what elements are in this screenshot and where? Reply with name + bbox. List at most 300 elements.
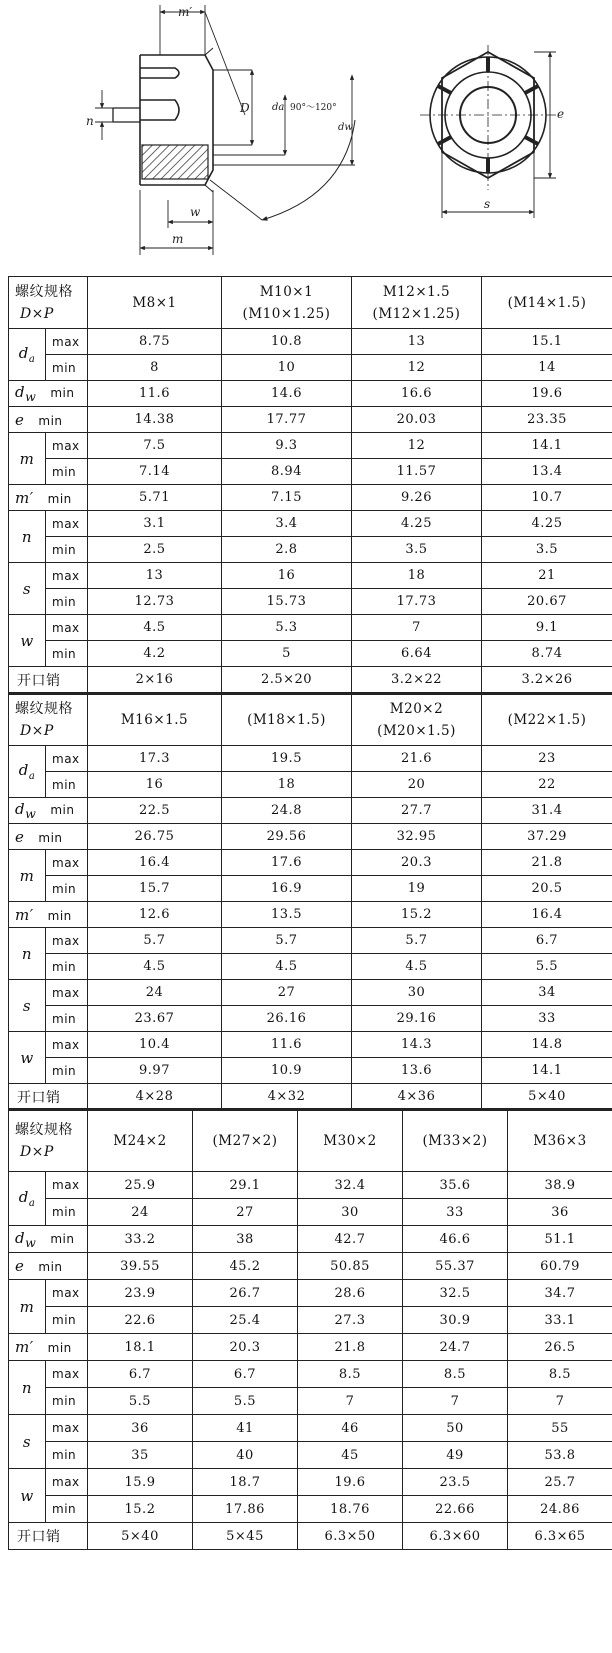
table-cell: 7 — [508, 1388, 612, 1415]
label-angle: 90°～120° — [290, 103, 337, 113]
table-cell: 34 — [482, 980, 612, 1006]
row-label-s: s — [9, 563, 46, 615]
table-cell: 45.2 — [193, 1253, 298, 1280]
table-cell: 5×40 — [88, 1523, 193, 1550]
row-label-w: w — [9, 615, 46, 667]
row-label-e: e min — [9, 1253, 88, 1280]
table-cell: 50.85 — [298, 1253, 403, 1280]
spec-header-cell — [9, 277, 88, 329]
table-cell: 15.2 — [88, 1496, 193, 1523]
table-cell: 25.7 — [508, 1469, 612, 1496]
table-cell: 14.38 — [88, 407, 222, 433]
table-cell: 27 — [222, 980, 352, 1006]
size-cell: M16×1.5 — [88, 694, 222, 746]
table-row — [9, 1226, 612, 1253]
table-cell: 8.5 — [298, 1361, 403, 1388]
table-cell: 40 — [193, 1442, 298, 1469]
size-cell: M36×3 — [508, 1110, 612, 1172]
table-cell: 21.8 — [482, 850, 612, 876]
table-cell: 5.3 — [222, 615, 352, 641]
table-cell: 7.14 — [88, 459, 222, 485]
table-cell: 16.6 — [352, 381, 482, 407]
table-cell: 32.95 — [352, 824, 482, 850]
table-cell: 18.1 — [88, 1334, 193, 1361]
tolerance-label: max — [46, 1172, 88, 1199]
table-cell: 18.7 — [193, 1469, 298, 1496]
table-cell: 22.5 — [88, 798, 222, 824]
table-cell: 15.73 — [222, 589, 352, 615]
table-cell: 29.1 — [193, 1172, 298, 1199]
table-row — [9, 1253, 612, 1280]
spec-header-cell: 螺纹规格 D×P — [9, 694, 88, 746]
table-cell: 55 — [508, 1415, 612, 1442]
table-cell: 28.6 — [298, 1280, 403, 1307]
table-cell: 35 — [88, 1442, 193, 1469]
size-cell: M8×1 — [88, 277, 222, 329]
table-cell: 6.7 — [193, 1361, 298, 1388]
spec-table-block-3 — [8, 1108, 612, 1550]
table-cell: 29.16 — [352, 1006, 482, 1032]
table-row — [9, 746, 612, 772]
size-cell: M10×1 (M10×1.25) — [222, 277, 352, 329]
table-cell: 14.1 — [482, 433, 612, 459]
table-cell: 9.3 — [222, 433, 352, 459]
row-label-m-prime: m′ min — [9, 485, 88, 511]
table-cell: 19 — [352, 876, 482, 902]
table-row — [9, 1032, 612, 1058]
table-row — [9, 1280, 612, 1307]
table-cell: 21.6 — [352, 746, 482, 772]
label-e: e — [557, 107, 565, 121]
table-cell: 23.9 — [88, 1280, 193, 1307]
table-cell: 46 — [298, 1415, 403, 1442]
table-cell: 10.9 — [222, 1058, 352, 1084]
size-cell: (M22×1.5) — [482, 694, 612, 746]
table-cell: 20.5 — [482, 876, 612, 902]
table-cell: 4.2 — [88, 641, 222, 667]
table-row — [9, 1307, 612, 1334]
table-cell: 16.4 — [482, 902, 612, 928]
table-cell: 25.4 — [193, 1307, 298, 1334]
table-cell: 15.9 — [88, 1469, 193, 1496]
spec-header-cell: 螺纹规格 D×P — [9, 1110, 88, 1172]
spec-label: 螺纹规格 — [15, 283, 73, 300]
table-row — [9, 1334, 612, 1361]
table-row — [9, 537, 612, 563]
table-cell: 11.57 — [352, 459, 482, 485]
table-cell: 2×16 — [88, 667, 222, 693]
table-row — [9, 1496, 612, 1523]
table-cell: 24.86 — [508, 1496, 612, 1523]
table-row — [9, 928, 612, 954]
table-row — [9, 615, 612, 641]
spec-table-block-1 — [8, 276, 612, 693]
table-cell: 15.2 — [352, 902, 482, 928]
label-w: w — [190, 205, 201, 219]
tolerance-label: max — [46, 928, 88, 954]
size-cell: M12×1.5 (M12×1.25) — [352, 277, 482, 329]
table-row — [9, 850, 612, 876]
table-cell: 17.77 — [222, 407, 352, 433]
table-cell: 32.5 — [403, 1280, 508, 1307]
table-row — [9, 1442, 612, 1469]
label-D: D — [240, 101, 250, 115]
table-cell: 4.25 — [352, 511, 482, 537]
table-cell: 5×45 — [193, 1523, 298, 1550]
table-row — [9, 954, 612, 980]
tolerance-label: min — [46, 1496, 88, 1523]
table-cell: 49 — [403, 1442, 508, 1469]
row-label-m: m — [9, 433, 46, 485]
dxp-label: D×P — [19, 305, 54, 322]
table-cell: 24 — [88, 1199, 193, 1226]
tolerance-label: min — [46, 1388, 88, 1415]
table-cell: 19.5 — [222, 746, 352, 772]
table-cell: 7.15 — [222, 485, 352, 511]
table-cell: 31.4 — [482, 798, 612, 824]
row-label-w: w — [9, 1032, 46, 1084]
row-label-dw: $d_w$ min — [9, 381, 88, 407]
table-cell: 4.5 — [352, 954, 482, 980]
table-cell: 18 — [352, 563, 482, 589]
table-cell: 30 — [352, 980, 482, 1006]
table-row — [9, 667, 612, 693]
label-m: m — [172, 232, 184, 246]
table-cell: 3.4 — [222, 511, 352, 537]
table-cell: 21 — [482, 563, 612, 589]
row-label-m: m — [9, 850, 46, 902]
row-label-da: $d_a$ — [9, 1172, 46, 1226]
table-cell: 37.29 — [482, 824, 612, 850]
table-cell: 24.8 — [222, 798, 352, 824]
table-cell: 20.3 — [193, 1334, 298, 1361]
table-cell: 36 — [508, 1199, 612, 1226]
tolerance-label: min — [46, 1307, 88, 1334]
table-cell: 4.25 — [482, 511, 612, 537]
table-cell: 23.67 — [88, 1006, 222, 1032]
table-row — [9, 459, 612, 485]
tolerance-label: min — [46, 1058, 88, 1084]
table-cell: 53.8 — [508, 1442, 612, 1469]
size-cell: M20×2 (M20×1.5) — [352, 694, 482, 746]
table-row — [9, 329, 612, 355]
spec-table-block-2 — [8, 692, 612, 1110]
table-row — [9, 824, 612, 850]
table-cell: 4×32 — [222, 1084, 352, 1110]
table-cell: 5.7 — [222, 928, 352, 954]
tolerance-label: min — [46, 876, 88, 902]
table-cell: 38.9 — [508, 1172, 612, 1199]
table-row — [9, 1110, 612, 1172]
table-cell: 6.3×65 — [508, 1523, 612, 1550]
table-cell: 12.6 — [88, 902, 222, 928]
row-label-da: $d_a$ — [9, 329, 46, 381]
table-cell: 41 — [193, 1415, 298, 1442]
table-cell: 26.16 — [222, 1006, 352, 1032]
tolerance-label: max — [46, 746, 88, 772]
row-label-da: $d_a$ — [9, 746, 46, 798]
table-cell: 22 — [482, 772, 612, 798]
table-cell: 8.5 — [508, 1361, 612, 1388]
table-cell: 50 — [403, 1415, 508, 1442]
table-row — [9, 1199, 612, 1226]
table-row — [9, 511, 612, 537]
table-cell: 8.75 — [88, 329, 222, 355]
table-cell: 6.7 — [88, 1361, 193, 1388]
table-cell: 5×40 — [482, 1084, 612, 1110]
table-cell: 26.7 — [193, 1280, 298, 1307]
table-cell: 5.5 — [482, 954, 612, 980]
table-cell: 27.7 — [352, 798, 482, 824]
row-label-cotter-pin: 开口销 — [9, 1523, 88, 1550]
tolerance-label: max — [46, 850, 88, 876]
table-cell: 17.73 — [352, 589, 482, 615]
table-cell: 6.3×60 — [403, 1523, 508, 1550]
table-cell: 60.79 — [508, 1253, 612, 1280]
tolerance-label: max — [46, 1469, 88, 1496]
table-cell: 14.6 — [222, 381, 352, 407]
table-cell: 3.5 — [482, 537, 612, 563]
table-row — [9, 1523, 612, 1550]
table-row — [9, 1415, 612, 1442]
table-row — [9, 1058, 612, 1084]
table-cell: 34.7 — [508, 1280, 612, 1307]
table-row — [9, 798, 612, 824]
table-cell: 3.2×22 — [352, 667, 482, 693]
table-cell: 12.73 — [88, 589, 222, 615]
table-row — [9, 381, 612, 407]
table-cell: 17.86 — [193, 1496, 298, 1523]
table-cell: 27 — [193, 1199, 298, 1226]
tolerance-label: max — [46, 563, 88, 589]
table-cell: 3.1 — [88, 511, 222, 537]
row-label-m-prime: m′ min — [9, 902, 88, 928]
tolerance-label: min — [46, 641, 88, 667]
table-cell: 45 — [298, 1442, 403, 1469]
table-cell: 24.7 — [403, 1334, 508, 1361]
size-cell: (M33×2) — [403, 1110, 508, 1172]
table-row — [9, 433, 612, 459]
row-label-n: n — [9, 1361, 46, 1415]
table-cell: 11.6 — [88, 381, 222, 407]
table-row — [9, 355, 612, 381]
table-row — [9, 980, 612, 1006]
table-cell: 39.55 — [88, 1253, 193, 1280]
table-cell: 26.75 — [88, 824, 222, 850]
table-cell: 8.5 — [403, 1361, 508, 1388]
table-cell: 20 — [352, 772, 482, 798]
table-cell: 33 — [403, 1199, 508, 1226]
table-cell: 19.6 — [482, 381, 612, 407]
table-cell: 5.7 — [352, 928, 482, 954]
row-label-cotter-pin: 开口销 — [9, 667, 88, 693]
tolerance-label: min — [46, 355, 88, 381]
table-cell: 16.4 — [88, 850, 222, 876]
table-cell: 20.67 — [482, 589, 612, 615]
table-row — [9, 1006, 612, 1032]
tolerance-label: min — [46, 589, 88, 615]
table-cell: 42.7 — [298, 1226, 403, 1253]
table-cell: 9.1 — [482, 615, 612, 641]
tolerance-label: min — [46, 1006, 88, 1032]
table-cell: 16.9 — [222, 876, 352, 902]
label-dw: dw — [338, 122, 353, 133]
table-cell: 33.2 — [88, 1226, 193, 1253]
table-cell: 6.3×50 — [298, 1523, 403, 1550]
table-cell: 16 — [88, 772, 222, 798]
tolerance-label: max — [46, 980, 88, 1006]
table-cell: 51.1 — [508, 1226, 612, 1253]
table-cell: 26.5 — [508, 1334, 612, 1361]
table-cell: 3.5 — [352, 537, 482, 563]
tolerance-label: max — [46, 329, 88, 355]
table-row — [9, 1388, 612, 1415]
table-cell: 12 — [352, 433, 482, 459]
label-n: n — [86, 114, 94, 128]
table-cell: 2.5 — [88, 537, 222, 563]
table-cell: 4.5 — [88, 615, 222, 641]
table-cell: 22.66 — [403, 1496, 508, 1523]
size-cell: M30×2 — [298, 1110, 403, 1172]
table-cell: 6.64 — [352, 641, 482, 667]
table-cell: 32.4 — [298, 1172, 403, 1199]
table-cell: 2.8 — [222, 537, 352, 563]
table-cell: 5.7 — [88, 928, 222, 954]
tolerance-label: min — [46, 954, 88, 980]
table-cell: 19.6 — [298, 1469, 403, 1496]
table-cell: 15.7 — [88, 876, 222, 902]
top-view — [420, 45, 556, 218]
row-label-e: e min — [9, 407, 88, 433]
table-cell: 21.8 — [298, 1334, 403, 1361]
size-cell: (M18×1.5) — [222, 694, 352, 746]
size-cell: M24×2 — [88, 1110, 193, 1172]
table-cell: 4.5 — [222, 954, 352, 980]
row-label-dw: $d_w$ min — [9, 1226, 88, 1253]
table-cell: 15.1 — [482, 329, 612, 355]
table-cell: 35.6 — [403, 1172, 508, 1199]
row-label-s: s — [9, 1415, 46, 1469]
table-cell: 8 — [88, 355, 222, 381]
label-s: s — [484, 197, 491, 211]
table-cell: 14.1 — [482, 1058, 612, 1084]
table-cell: 7 — [298, 1388, 403, 1415]
row-label-e: e min — [9, 824, 88, 850]
tolerance-label: max — [46, 1361, 88, 1388]
size-cell: (M14×1.5) — [482, 277, 612, 329]
row-label-s: s — [9, 980, 46, 1032]
table-row — [9, 876, 612, 902]
table-cell: 12 — [352, 355, 482, 381]
table-cell: 13.5 — [222, 902, 352, 928]
table-cell: 13 — [352, 329, 482, 355]
table-cell: 20.3 — [352, 850, 482, 876]
table-cell: 24 — [88, 980, 222, 1006]
row-label-cotter-pin: 开口销 — [9, 1084, 88, 1110]
table-cell: 5.71 — [88, 485, 222, 511]
tolerance-label: max — [46, 511, 88, 537]
table-cell: 4.5 — [88, 954, 222, 980]
table-cell: 13.6 — [352, 1058, 482, 1084]
table-row — [9, 589, 612, 615]
side-view — [95, 5, 355, 255]
table-cell: 5 — [222, 641, 352, 667]
table-row — [9, 277, 612, 329]
table-cell: 13 — [88, 563, 222, 589]
table-cell: 6.7 — [482, 928, 612, 954]
table-cell: 20.03 — [352, 407, 482, 433]
table-cell: 4×28 — [88, 1084, 222, 1110]
table-cell: 7 — [352, 615, 482, 641]
table-cell: 7 — [403, 1388, 508, 1415]
table-cell: 10.8 — [222, 329, 352, 355]
tolerance-label: min — [46, 537, 88, 563]
table-cell: 22.6 — [88, 1307, 193, 1334]
tolerance-label: max — [46, 1032, 88, 1058]
table-row — [9, 1469, 612, 1496]
table-cell: 23.35 — [482, 407, 612, 433]
table-cell: 7.5 — [88, 433, 222, 459]
table-cell: 14.8 — [482, 1032, 612, 1058]
table-cell: 17.6 — [222, 850, 352, 876]
table-cell: 9.97 — [88, 1058, 222, 1084]
table-cell: 33.1 — [508, 1307, 612, 1334]
table-cell: 30 — [298, 1199, 403, 1226]
table-cell: 9.26 — [352, 485, 482, 511]
row-label-m-prime: m′ min — [9, 1334, 88, 1361]
table-cell: 46.6 — [403, 1226, 508, 1253]
tolerance-label: min — [46, 459, 88, 485]
table-cell: 17.3 — [88, 746, 222, 772]
row-label-dw: $d_w$ min — [9, 798, 88, 824]
table-cell: 5.5 — [88, 1388, 193, 1415]
table-cell: 2.5×20 — [222, 667, 352, 693]
label-da: da — [272, 102, 285, 113]
table-cell: 25.9 — [88, 1172, 193, 1199]
table-cell: 3.2×26 — [482, 667, 612, 693]
label-m-prime: m′ — [178, 5, 193, 19]
tolerance-label: max — [46, 1415, 88, 1442]
table-cell: 36 — [88, 1415, 193, 1442]
table-cell: 14 — [482, 355, 612, 381]
tolerance-label: max — [46, 615, 88, 641]
table-row — [9, 694, 612, 746]
table-cell: 23 — [482, 746, 612, 772]
table-row — [9, 1084, 612, 1110]
table-row — [9, 1172, 612, 1199]
row-label-n: n — [9, 928, 46, 980]
tolerance-label: max — [46, 1280, 88, 1307]
table-cell: 30.9 — [403, 1307, 508, 1334]
table-cell: 10 — [222, 355, 352, 381]
tolerance-label: min — [46, 772, 88, 798]
tolerance-label: min — [46, 1199, 88, 1226]
table-cell: 8.94 — [222, 459, 352, 485]
tolerance-label: max — [46, 433, 88, 459]
row-label-n: n — [9, 511, 46, 563]
table-cell: 18 — [222, 772, 352, 798]
table-row — [9, 772, 612, 798]
table-cell: 29.56 — [222, 824, 352, 850]
table-row — [9, 407, 612, 433]
table-cell: 14.3 — [352, 1032, 482, 1058]
table-cell: 11.6 — [222, 1032, 352, 1058]
table-cell: 4×36 — [352, 1084, 482, 1110]
table-cell: 10.7 — [482, 485, 612, 511]
table-row — [9, 485, 612, 511]
table-cell: 38 — [193, 1226, 298, 1253]
tolerance-label: min — [46, 1442, 88, 1469]
